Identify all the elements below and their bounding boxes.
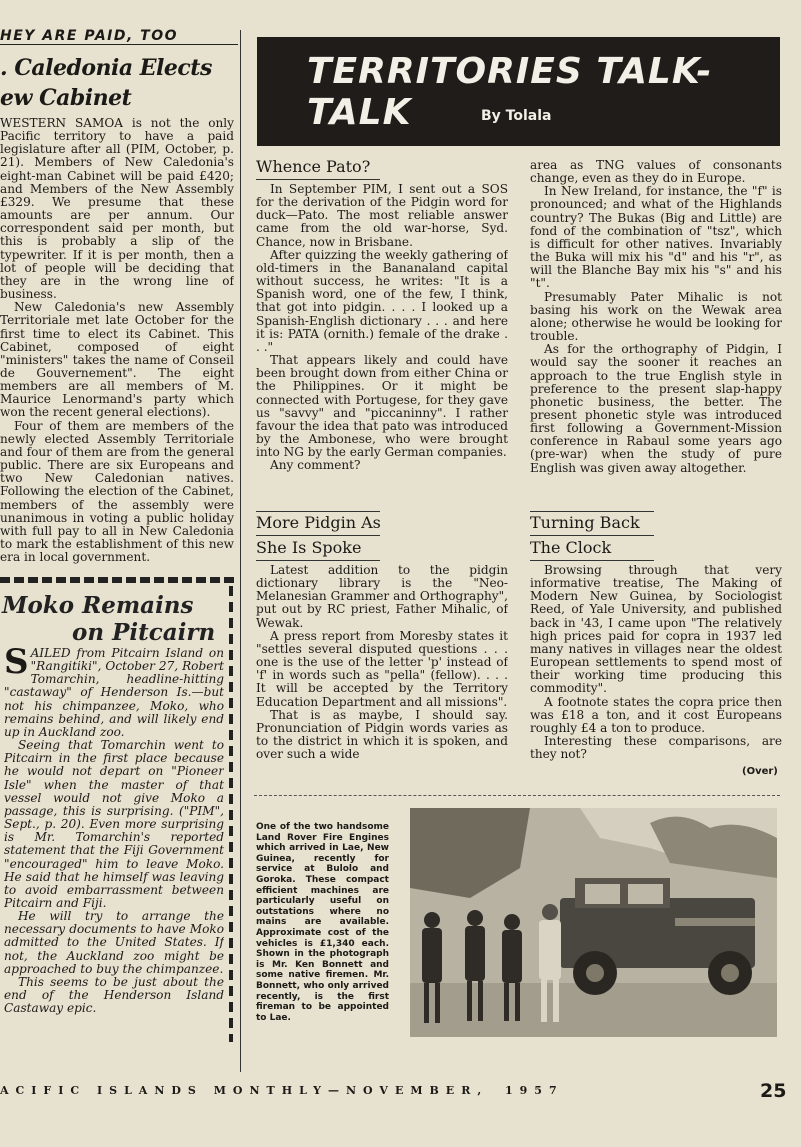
subheading-rule — [256, 179, 380, 180]
subheading-whence-pato: Whence Pato? — [256, 157, 371, 176]
subheading-rule — [256, 560, 380, 561]
paragraph: In September PIM, I sent out a SOS for the derivation of the Pidgin word for duck—Pato. The most reliable answer came from the old war-horse, Syd. Chance, now in Brisbane. — [256, 183, 508, 249]
paragraph: After quizzing the weekly gathering of old-timers in the Bananaland capital without success, he writes: "It is a Spanish word, one of the few, I think, that got into pidgin. . . . I looked up a Spanish-English dictionary . . . and here it is: PATA (ornith.) female of the drake . . ." — [256, 247, 508, 354]
right-column-body — [530, 159, 782, 501]
turning-back-body — [530, 564, 782, 772]
footer-masthead: ACIFIC ISLANDS MONTHLY—NOVEMBER, — [0, 1084, 489, 1097]
dashed-divider — [0, 577, 236, 583]
photo-caption: One of the two handsome Land Rover Fire Engines which arrived in Lae, New Guinea, recently for service at Bulolo and Goroka. These compact efficient machines are particularly useful on outstations where no mains are available. Approximate cost of the vehicles is £1,340 each. Shown in the photograph is Mr. Ken Bonnett and some native firemen. Mr. Bonnett, who only arrived recently, is the first fireman to be appointed to Lae. — [256, 822, 389, 1023]
running-head: HEY ARE PAID, TOO — [0, 28, 179, 44]
moko-title-line2: on Pitcairn — [72, 619, 216, 646]
divider — [0, 44, 238, 45]
dashed-border — [229, 586, 233, 1042]
paragraph: Browsing through that very informative treatise, The Making of Modern New Guinea, by Sociologist Reed, of Yale University, and published back in '43, I came upon "The relatively high prices paid for copra in 1937 led many natives in villages near the oldest European settlements to spend most of their working time producing this commodity". — [530, 564, 782, 696]
subheading-turning-back: Turning Back — [530, 513, 640, 532]
subheading-rule — [256, 511, 380, 512]
drop-cap: S — [4, 647, 29, 682]
paragraph: Interesting these comparisons, are they not? — [530, 734, 782, 762]
photo-illustration — [410, 808, 777, 1037]
moko-article-body — [4, 647, 224, 1059]
photo-divider — [254, 795, 780, 796]
byline: By Tolala — [481, 108, 552, 124]
paragraph: This seems to be just about the end of the Henderson Island Castaway epic. — [4, 974, 224, 1016]
article-title-line2: ew Cabinet — [0, 85, 132, 111]
paragraph: A press report from Moresby states it "settles several disputed questions . . . one is the use of the letter 'p' instead of 'f' in words such as "pella" (fellow). . . . It will be accepted by the Territory Education Department and all missions". — [256, 628, 508, 709]
paragraph: That appears likely and could have been brought down from either China or the Philippines. Or it might be connected with Portugese, for they gave us "savvy" and "piccaninny". I rather favour the idea that pato was introduced by the Ambonese, who were brought into NG by the early German companies. — [256, 353, 508, 460]
article-title-line1: . Caledonia Elects — [0, 55, 212, 81]
subheading-the-clock: The Clock — [530, 538, 612, 557]
banner-title: TERRITORIES TALK-TALK — [307, 51, 713, 133]
subheading-rule — [530, 535, 654, 536]
whence-pato-body — [256, 183, 508, 503]
footer-year: 1957 — [505, 1084, 564, 1097]
paragraph: Seeing that Tomarchin went to Pitcairn in the first place because he would not depart on "Pioneer Isle" when the master of that vessel would not give Moko a passage, this is surprising. ("PIM", Sept., p. 20). Even more surprising is Mr. Tomarchin's reported statement that the Fiji Government "encouraged" him to leave Moko. He said that he himself was leaving to avoid embarrassment between Pitcairn and Fiji. — [4, 738, 224, 910]
paragraph: Presumably Pater Mihalic is not basing his work on the Wewak area alone; otherwise he would be looking for trouble. — [530, 289, 782, 344]
paragraph: A footnote states the copra price then was £18 a ton, and it cost Europeans roughly £4 a ton to produce. — [530, 694, 782, 735]
paragraph: In New Ireland, for instance, the "f" is pronounced; and what of the Highlands country? The Bukas (Big and Little) are fond of the combination of "tsz", which is difficult for other natives. Invariably the Buka will mix his "d" and his "r", as will the Blanche Bay mix his "s" and his "t". — [530, 184, 782, 291]
subheading-rule — [256, 535, 380, 536]
paragraph: As for the orthography of Pidgin, I would say the sooner it reaches an approach to the true English style in preference to the present slap-happy phonetic business, the better. The present phonetic style was introduced first following a Government-Mission conference in Rabaul some years ago (pre-war) when the study of pure English was given away altogether. — [530, 342, 782, 475]
paragraph: area as TNG values of consonants change, even as they do in Europe. — [530, 159, 782, 186]
continued-marker: (Over) — [742, 766, 778, 777]
paragraph: AILED from Pitcairn Island on "Rangitiki", October 27, Robert Tomarchin, headline-hitting "castaway" of Henderson Is.—but not his chimpanzee, Moko, who remains behind, and will likely end up in Auckland zoo. — [4, 647, 224, 739]
paragraph: New Caledonia's new Assembly Territoriale met late October for the first time to elect its Cabinet. This Cabinet, composed of eight "ministers" takes the name of Conseil de Gouvernement". The eight members are all members of M. Maurice Lenormand's party which won the recent general elections). — [0, 300, 234, 420]
section-banner — [257, 37, 780, 146]
more-pidgin-body — [256, 564, 508, 784]
subheading-rule — [530, 560, 654, 561]
subheading-more-pidgin: More Pidgin As — [256, 513, 381, 532]
page-number: 25 — [760, 1080, 787, 1102]
paragraph: Latest addition to the pidgin dictionary library is the "Neo-Melanesian Grammer and Orthography", put out by RC priest, Father Mihalic, of Wewak. — [256, 564, 508, 630]
subheading-she-is-spoke: She Is Spoke — [256, 538, 362, 557]
column-divider — [240, 30, 241, 1072]
paragraph: That is as maybe, I should say. Pronunciation of Pidgin words varies as to the district in which it is spoken, and over such a wide — [256, 707, 508, 762]
moko-title-line1: Moko Remains — [2, 592, 194, 619]
caledonia-article-body — [0, 117, 234, 573]
fire-engine-photo — [410, 808, 777, 1037]
subheading-rule — [530, 511, 654, 512]
paragraph: He will try to arrange the necessary documents to have Moko admitted to the United States. If not, the Auckland zoo might be approached to buy the chimpanzee. — [4, 909, 224, 976]
paragraph: Four of them are members of the newly elected Assembly Territoriale and four of them are from the general public. There are six Europeans and two New Caledonian natives. Following the election of the Cabinet, members of the assembly were unanimous in voting a public holiday with full pay to all in New Caledonia to mark the establishment of this new era in local government. — [0, 418, 234, 565]
paragraph: WESTERN SAMOA is not the only Pacific territory to have a paid legislature after all (PIM, October, p. 21). Members of New Caledonia's eight-man Cabinet will be paid £420; and Members of the New Assembly £329. We presume that these amounts are per annum. Our correspondent said per month, but this is probably a slip of the typewriter. If it is per month, then a lot of people will be deciding that they are in the wrong line of business. — [0, 117, 234, 302]
paragraph: Any comment? — [270, 458, 361, 473]
